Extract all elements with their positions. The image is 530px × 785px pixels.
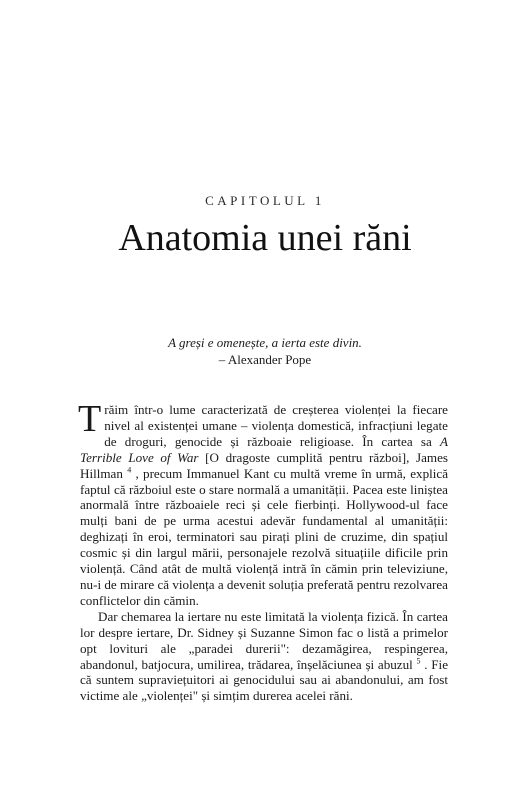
epigraph-attribution: – Alexander Pope xyxy=(218,352,312,367)
epigraph xyxy=(0,334,530,368)
paragraph-2-text-a: Dar chemarea la iertare nu este limitată la violența fizică. În cartea lor despre iertare, Dr. Sidney și Suzanne Simon fac o listă a primelor opt lovituri ale „paradei durerii": dezamăgirea, respingerea, abandonul, batjocura, umilirea, trădarea, înșelăciunea și abuzul xyxy=(80,608,448,672)
paragraph-1-text-b: [O dragoste cumplită pentru război], James Hillman xyxy=(80,449,449,481)
book-title: A Terrible Love of War xyxy=(80,433,448,465)
paragraph-2 xyxy=(80,609,448,704)
footnote-ref-5: 5 xyxy=(416,656,421,666)
chapter-label: CAPITOLUL 1 xyxy=(205,193,325,208)
paragraph-2-text-b: . Fie că suntem supraviețuitori ai genocidului sau ai abandonului, am fost victime ale „violenței" și simțim durerea acelei răni. xyxy=(80,656,449,704)
paragraph-1-text-c: , precum Immanuel Kant cu multă vreme în urmă, explică faptul că războiul este o stare normală a umanității. Pacea este liniștea anormală între războaiele reci și cele fierbinți. Hollywood-ul face mulți bani de pe urma acestui adevăr fundamental al umanității: deghizați în eroi, terminatori sau pirați plini de cruzime, din spațiul cosmic și din largul mării, personajele rezolvă situațiile dificile prin violență. Când atât de multă violență intră în cămin prin televiziune, nu-i de mirare că violența a devenit soluția preferată pentru rezolvarea conflictelor din cămin. xyxy=(80,465,449,608)
epigraph-quote: A greși e omenește, a ierta este divin. xyxy=(168,335,362,350)
body-text xyxy=(78,398,449,704)
paragraph-1 xyxy=(78,398,449,609)
dropcap: T xyxy=(78,398,102,440)
paragraph-1-text-a: răim într-o lume caracterizată de creșterea violenței la fiecare nivel al existenței umane – violența domestică, infracțiuni legate de droguri, genocide și războaie religioase. În cartea sa xyxy=(104,402,448,449)
chapter-title: Anatomia unei răni xyxy=(118,217,412,259)
footnote-ref-4: 4 xyxy=(127,465,132,475)
